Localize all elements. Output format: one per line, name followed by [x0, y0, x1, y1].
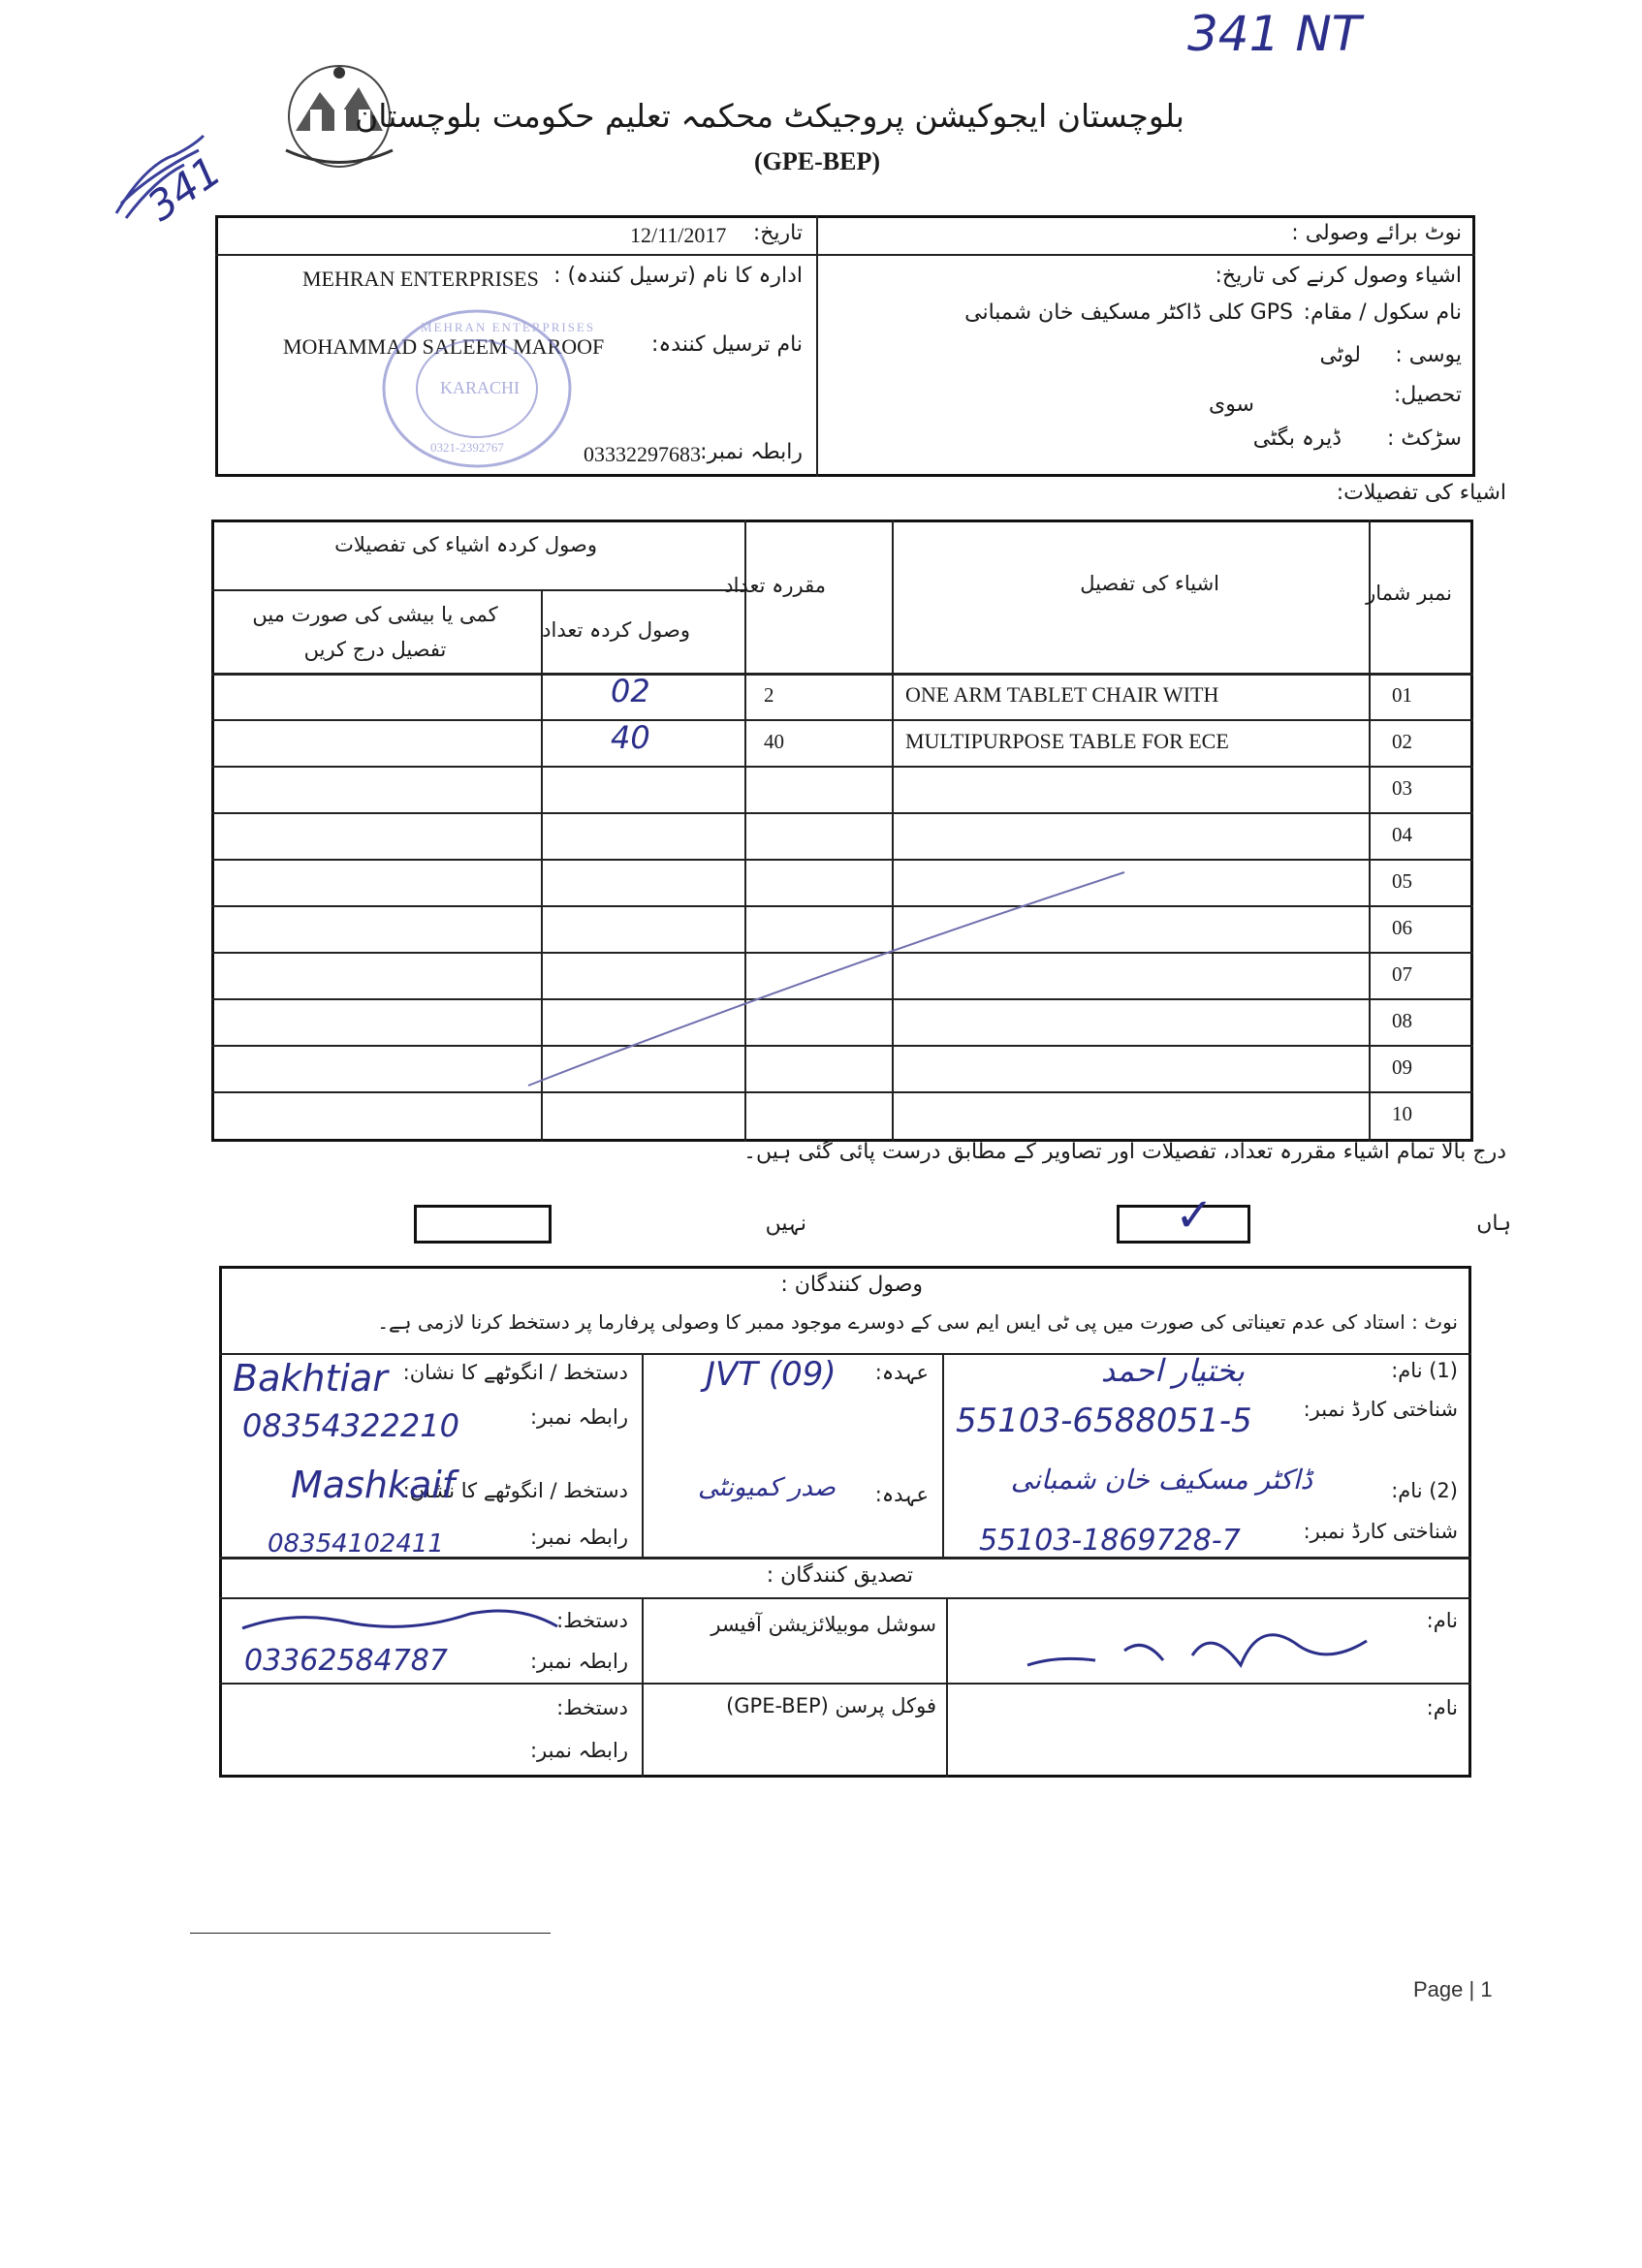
row-desc: MULTIPURPOSE TABLE FOR ECE — [905, 729, 1229, 753]
v2-role: فوکل پرسن (GPE-BEP) — [726, 1694, 936, 1717]
tehsil-label: تحصیل: — [1393, 383, 1462, 407]
r1-cnic-label: شناختی کارڈ نمبر: — [1303, 1398, 1458, 1421]
v1-phone-value: 03362584787 — [244, 1644, 448, 1678]
r2-designation-value: صدر کمیونٹی — [698, 1473, 836, 1502]
col-received-group-header: وصول کردہ اشیاء کی تفصیلات — [334, 533, 597, 556]
receivers-heading: وصول کنندگان : — [780, 1273, 923, 1297]
r1-phone-label: رابطہ نمبر: — [529, 1405, 628, 1429]
r2-name-value: ڈاکٹر مسکیف خان شمبانی — [1010, 1464, 1312, 1496]
verifiers-heading: تصدیق کنندگان : — [766, 1563, 913, 1588]
col-sno-header: نمبر شمار — [1366, 582, 1452, 605]
r1-name-label: (1) نام: — [1391, 1359, 1458, 1382]
col-shortfall-header: کمی یا بیشی کی صورت میں تفصیل درج کریں — [252, 603, 498, 661]
no-label: نہیں — [765, 1212, 806, 1236]
row-sno: 04 — [1392, 823, 1412, 846]
sender-label: نام ترسیل کنندہ: — [650, 332, 803, 357]
v1-name-signature — [1018, 1607, 1386, 1685]
col-qty-header: مقررہ تعداد — [724, 574, 826, 597]
school-label: نام سکول / مقام: — [1303, 300, 1462, 325]
margin-handwritten-note: 341 — [139, 146, 230, 231]
stamp-top-text: MEHRAN ENTERPRISES — [421, 320, 596, 334]
yes-check-mark: ✓ — [1175, 1188, 1215, 1243]
district-value: ڈیرہ بگٹی — [1252, 426, 1342, 451]
table-row — [211, 719, 1473, 766]
row-sno: 10 — [1392, 1102, 1412, 1125]
row-sno: 01 — [1392, 683, 1412, 707]
r2-cnic-value: 55103-1869728-7 — [979, 1524, 1241, 1558]
org-value: MEHRAN ENTERPRISES — [302, 267, 539, 291]
table-row — [211, 812, 1473, 859]
row-sno: 02 — [1392, 730, 1412, 753]
page-subtitle: (GPE-BEP) — [754, 147, 880, 175]
uc-value: لوٹی — [1319, 343, 1361, 367]
row-qty: 40 — [764, 730, 784, 753]
date-label: تاریخ: — [752, 221, 803, 245]
v1-phone-label: رابطہ نمبر: — [529, 1650, 628, 1673]
table-row — [211, 1091, 1473, 1138]
row-sno: 08 — [1392, 1009, 1412, 1032]
receive-date-label: اشیاء وصول کرنے کی تاریخ: — [1215, 264, 1462, 288]
v2-name-label: نام: — [1426, 1696, 1458, 1719]
items-section-label: اشیاء کی تفصیلات: — [1336, 481, 1506, 505]
r2-name-label: (2) نام: — [1391, 1479, 1458, 1502]
col-desc-header: اشیاء کی تفصیل — [1080, 572, 1219, 595]
r1-signature: Bakhtiar — [233, 1357, 388, 1400]
r1-sign-label: دستخط / انگوٹھے کا نشان: — [402, 1361, 628, 1384]
col-received-qty-header: وصول کردہ تعداد — [542, 618, 690, 642]
uc-label: یوسی : — [1395, 343, 1462, 367]
r1-phone-value: 08354322210 — [242, 1407, 459, 1444]
v1-role: سوشل موبیلائزیشن آفیسر — [710, 1613, 936, 1636]
r1-cnic-value: 55103-6588051-5 — [956, 1402, 1252, 1440]
confirmation-statement: درج بالا تمام اشیاء مقررہ تعداد، تفصیلات اور تصاویر کے مطابق درست پائی گئی ہیں۔ — [743, 1140, 1506, 1164]
row-sno: 06 — [1392, 916, 1412, 939]
row-sno: 05 — [1392, 869, 1412, 893]
r1-designation-value: JVT (09) — [706, 1355, 837, 1394]
date-value: 12/11/2017 — [630, 223, 727, 247]
district-label: سڑکٹ : — [1386, 426, 1462, 451]
r2-signature: Mashkaif — [291, 1464, 456, 1506]
yes-label: ہاں — [1476, 1212, 1511, 1236]
r1-name-value: بختیار احمد — [1100, 1352, 1245, 1389]
sender-value: MOHAMMAD SALEEM MAROOF — [283, 334, 605, 359]
stamp-city-text: KARACHI — [440, 378, 521, 397]
no-checkbox[interactable] — [414, 1205, 552, 1244]
org-label: ادارہ کا نام (ترسیل کنندہ) : — [553, 264, 803, 288]
contact-value: 03332297683 — [584, 442, 701, 466]
row-received-qty: 40 — [611, 719, 650, 756]
receivers-note: نوٹ : استاد کی عدم تعیناتی کی صورت میں پی ٹی ایس ایم سی کے دوسرے موجود ممبر کا وصولی پرفارما پر دستخط کرنا لازمی ہے۔ — [377, 1310, 1458, 1334]
row-received-qty: 02 — [611, 673, 650, 709]
strike-through-line — [523, 867, 1144, 1090]
corner-handwritten-note: 341 NT — [1187, 6, 1362, 62]
v1-sign-label: دستخط: — [556, 1609, 628, 1632]
margin-scribble — [107, 126, 223, 233]
stamp-phone-text: 0321-2392767 — [430, 440, 504, 455]
tehsil-value: سوی — [1208, 393, 1254, 417]
row-sno: 09 — [1392, 1055, 1412, 1079]
company-stamp — [380, 306, 596, 471]
r2-sign-label: دستخط / انگوٹھے کا نشان: — [402, 1479, 628, 1502]
footnote-rule — [190, 1933, 551, 1934]
table-row — [211, 766, 1473, 812]
row-sno: 03 — [1392, 776, 1412, 800]
v1-signature — [237, 1599, 567, 1648]
receipt-note-label: نوٹ برائے وصولی : — [1291, 221, 1462, 245]
r1-designation-label: عہدہ: — [874, 1361, 929, 1384]
page-title: بلوچستان ایجوکیشن پروجیکٹ محکمہ تعلیم حکومت بلوچستان — [355, 97, 1184, 135]
v1-name-label: نام: — [1426, 1609, 1458, 1632]
r2-phone-label: رابطہ نمبر: — [529, 1526, 628, 1549]
v2-sign-label: دستخط: — [556, 1696, 628, 1719]
r2-phone-value: 08354102411 — [268, 1529, 444, 1559]
contact-label: رابطہ نمبر: — [700, 440, 803, 464]
row-sno: 07 — [1392, 962, 1412, 986]
v2-phone-label: رابطہ نمبر: — [529, 1739, 628, 1762]
r2-designation-label: عہدہ: — [874, 1483, 929, 1506]
table-row — [211, 673, 1473, 719]
row-desc: ONE ARM TABLET CHAIR WITH — [905, 682, 1219, 707]
row-qty: 2 — [764, 683, 774, 707]
school-value: GPS کلی ڈاکٹر مسکیف خان شمبانی — [964, 300, 1293, 325]
r2-cnic-label: شناختی کارڈ نمبر: — [1303, 1520, 1458, 1543]
page-number: Page | 1 — [1413, 1977, 1493, 2001]
